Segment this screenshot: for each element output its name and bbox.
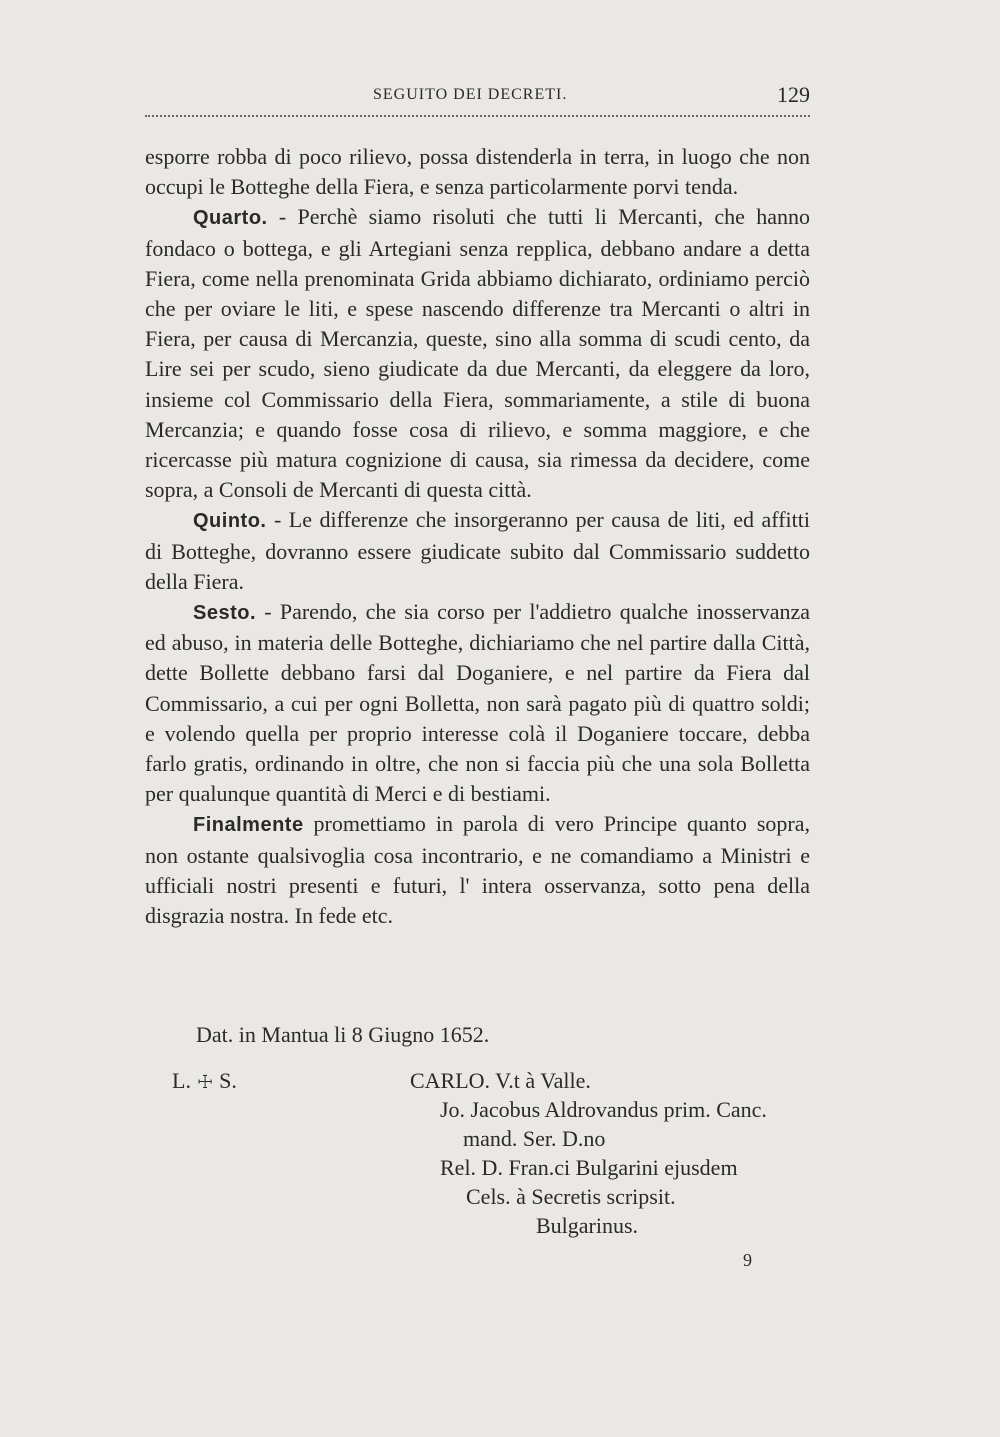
signature-line: Jo. Jacobus Aldrovandus prim. Canc. <box>440 1097 767 1122</box>
cross-icon: ☩ <box>196 1072 214 1092</box>
body-text <box>145 142 810 931</box>
signature-line: Bulgarinus. <box>536 1213 639 1238</box>
page-header <box>145 82 810 112</box>
paragraph-lead: Sesto. <box>193 602 257 625</box>
page-number: 129 <box>777 82 810 107</box>
dating-line: Dat. in Mantua li 8 Giugno 1652. <box>196 1022 490 1047</box>
paragraph-continuation <box>145 142 810 202</box>
paragraph-lead: Finalmente <box>193 814 304 837</box>
seal-left: L. <box>172 1068 191 1093</box>
seal-right: S. <box>219 1068 237 1093</box>
signature-line: Cels. à Secretis scripsit. <box>466 1184 676 1209</box>
seal-mark <box>172 1068 237 1094</box>
paragraph-text: promettiamo in parola di vero Principe quanto sopra, non ostante qualsivoglia cosa incontrario, e ne comandiamo a Ministri e ufficiali nostri presenti e futuri, l' intera osservanza, sotto pena della disgrazia nostra. In fede etc. <box>145 811 810 929</box>
paragraph-sesto <box>145 597 810 809</box>
signature-line: Rel. D. Fran.ci Bulgarini ejusdem <box>440 1155 738 1180</box>
paragraph-text: - Parendo, che sia corso per l'addietro qualche inosservanza ed abuso, in materia delle Botteghe, dichiariamo che nel partire dalla Città, dette Bollette debbano farsi dal Doganiere, e nel partire da Fiera dal Commissario, a cui per ogni Bolletta, non sarà pagato più di quattro soldi; e volendo quella per proprio interesse colà il Doganiere toccare, debba farlo gratis, ordinando in oltre, che non si faccia più che una sola Bolletta per qualunque quantità di Merci e di bestiami. <box>145 599 810 807</box>
paragraph-lead: Quinto. <box>193 510 267 533</box>
paragraph-text: esporre robba di poco rilievo, possa distenderla in terra, in luogo che non occupi le Botteghe della Fiera, e senza particolarmente porvi tenda. <box>145 144 810 200</box>
signature-mark: 9 <box>743 1250 752 1270</box>
signature-line: mand. Ser. D.no <box>463 1126 606 1151</box>
paragraph-text: - Le differenze che insorgeranno per causa de liti, ed affitti di Botteghe, dovranno essere giudicate subito dal Commissario suddetto della Fiera. <box>145 507 810 594</box>
running-title: SEGUITO DEI DECRETI. <box>373 86 568 103</box>
paragraph-text: - Perchè siamo risoluti che tutti li Mercanti, che hanno fondaco o bottega, e gli Artegiani senza repplica, debbano andare a detta Fiera, come nella prenominata Grida abbiamo dichiarato, ordiniamo perciò che per oviare le liti, e spese nascendo differenze tra Mercanti o altri in Fiera, per causa di Mercanzia, queste, sino alla somma di scudi cento, da Lire sei per scudo, sieno giudicate da due Mercanti, da eleggere da loro, insieme col Commissario della Fiera, sommariamente, a stile di buona Mercanzia; e quando fosse cosa di rilievo, e somma maggiore, e che ricercasse più matura cognizione di causa, sia rimessa da decidere, come sopra, a Consoli de Mercanti di questa città. <box>145 204 810 503</box>
paragraph-quinto <box>145 505 810 597</box>
paragraph-lead: Quarto. <box>193 207 268 230</box>
paragraph-finalmente <box>145 809 810 931</box>
paragraph-quarto <box>145 202 810 505</box>
signature-line: CARLO. V.t à Valle. <box>410 1068 591 1093</box>
header-rule <box>145 115 810 117</box>
